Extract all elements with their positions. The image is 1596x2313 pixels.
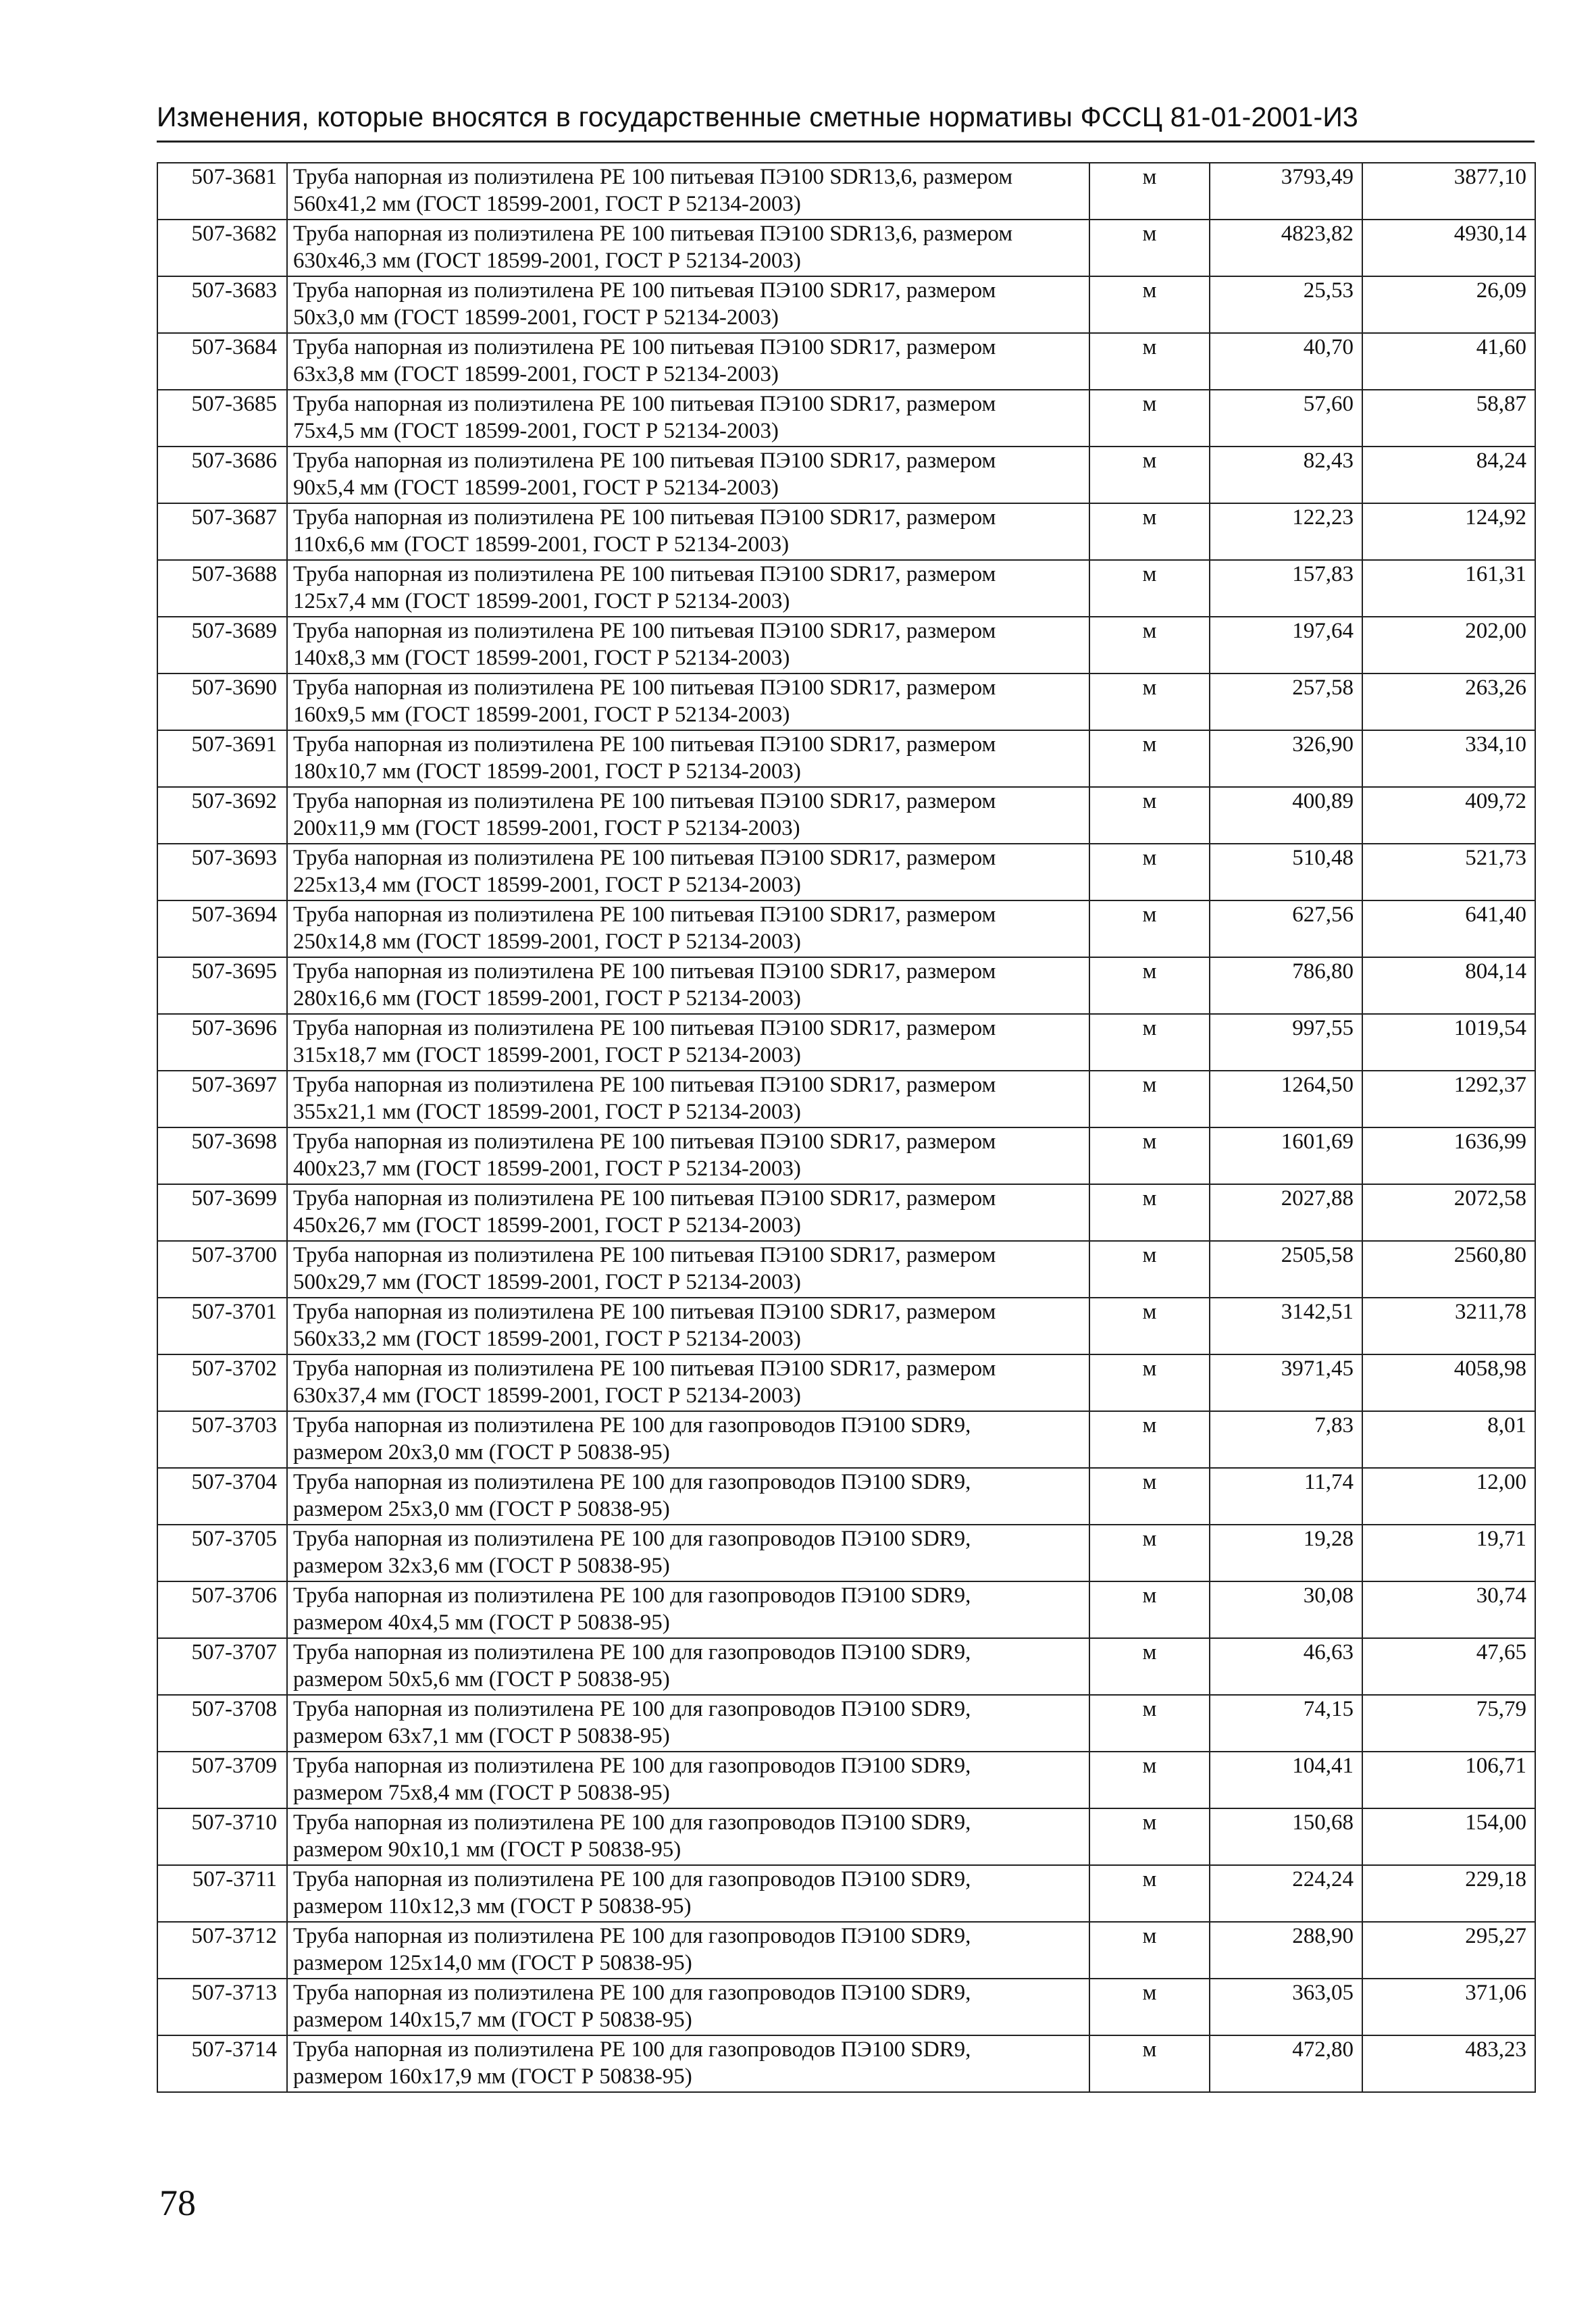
row-description bbox=[287, 1071, 1089, 1127]
row-price-1: 82,43 bbox=[1210, 447, 1362, 503]
row-price-2: 1636,99 bbox=[1362, 1127, 1535, 1184]
description-line-1: Труба напорная из полиэтилена PE 100 для газопроводов ПЭ100 SDR9, bbox=[293, 2037, 971, 2062]
row-description bbox=[287, 1411, 1089, 1468]
row-unit: м bbox=[1089, 560, 1210, 617]
row-code: 507-3686 bbox=[157, 447, 287, 503]
row-description bbox=[287, 730, 1089, 787]
table-row bbox=[157, 1525, 1535, 1581]
row-price-1: 11,74 bbox=[1210, 1468, 1362, 1525]
row-price-2: 12,00 bbox=[1362, 1468, 1535, 1525]
row-description bbox=[287, 787, 1089, 844]
table-row bbox=[157, 1184, 1535, 1241]
table-row bbox=[157, 957, 1535, 1014]
row-unit: м bbox=[1089, 1752, 1210, 1808]
row-description bbox=[287, 447, 1089, 503]
row-price-1: 4823,82 bbox=[1210, 220, 1362, 276]
row-price-2: 58,87 bbox=[1362, 390, 1535, 447]
table-row bbox=[157, 787, 1535, 844]
row-code: 507-3698 bbox=[157, 1127, 287, 1184]
table-row bbox=[157, 1638, 1535, 1695]
row-code: 507-3702 bbox=[157, 1354, 287, 1411]
row-price-2: 4058,98 bbox=[1362, 1354, 1535, 1411]
table-row bbox=[157, 2035, 1535, 2092]
row-unit: м bbox=[1089, 1581, 1210, 1638]
row-price-1: 1264,50 bbox=[1210, 1071, 1362, 1127]
description-line-2: 355x21,1 мм (ГОСТ 18599-2001, ГОСТ Р 52134-2003) bbox=[293, 1100, 801, 1124]
description-line-1: Труба напорная из полиэтилена PE 100 питьевая ПЭ100 SDR17, размером bbox=[293, 1016, 996, 1040]
table-row bbox=[157, 276, 1535, 333]
row-unit: м bbox=[1089, 276, 1210, 333]
row-description bbox=[287, 617, 1089, 673]
row-unit: м bbox=[1089, 1468, 1210, 1525]
row-price-1: 627,56 bbox=[1210, 900, 1362, 957]
description-line-1: Труба напорная из полиэтилена PE 100 питьевая ПЭ100 SDR17, размером bbox=[293, 1129, 996, 1154]
description-line-1: Труба напорная из полиэтилена PE 100 для газопроводов ПЭ100 SDR9, bbox=[293, 1640, 971, 1664]
row-price-1: 46,63 bbox=[1210, 1638, 1362, 1695]
description-line-1: Труба напорная из полиэтилена PE 100 питьевая ПЭ100 SDR17, размером bbox=[293, 732, 996, 757]
row-price-2: 106,71 bbox=[1362, 1752, 1535, 1808]
table-row bbox=[157, 1298, 1535, 1354]
description-line-2: размером 32x3,6 мм (ГОСТ Р 50838-95) bbox=[293, 1554, 670, 1578]
row-price-2: 295,27 bbox=[1362, 1922, 1535, 1979]
row-code: 507-3681 bbox=[157, 163, 287, 220]
description-line-2: 110x6,6 мм (ГОСТ 18599-2001, ГОСТ Р 52134-2003) bbox=[293, 532, 790, 557]
price-table bbox=[157, 162, 1536, 2093]
row-price-2: 263,26 bbox=[1362, 673, 1535, 730]
row-price-1: 74,15 bbox=[1210, 1695, 1362, 1752]
row-price-2: 483,23 bbox=[1362, 2035, 1535, 2092]
row-unit: м bbox=[1089, 1071, 1210, 1127]
row-unit: м bbox=[1089, 220, 1210, 276]
row-price-2: 804,14 bbox=[1362, 957, 1535, 1014]
row-unit: м bbox=[1089, 844, 1210, 900]
row-unit: м bbox=[1089, 503, 1210, 560]
row-description bbox=[287, 1525, 1089, 1581]
row-price-1: 150,68 bbox=[1210, 1808, 1362, 1865]
row-price-2: 30,74 bbox=[1362, 1581, 1535, 1638]
table-row bbox=[157, 1808, 1535, 1865]
row-description bbox=[287, 560, 1089, 617]
description-line-2: 160x9,5 мм (ГОСТ 18599-2001, ГОСТ Р 52134-2003) bbox=[293, 703, 790, 727]
description-line-1: Труба напорная из полиэтилена PE 100 питьевая ПЭ100 SDR17, размером bbox=[293, 903, 996, 927]
description-line-2: 560x33,2 мм (ГОСТ 18599-2001, ГОСТ Р 52134-2003) bbox=[293, 1327, 801, 1351]
row-code: 507-3692 bbox=[157, 787, 287, 844]
row-unit: м bbox=[1089, 447, 1210, 503]
table-row bbox=[157, 163, 1535, 220]
row-code: 507-3689 bbox=[157, 617, 287, 673]
description-line-2: 315x18,7 мм (ГОСТ 18599-2001, ГОСТ Р 52134-2003) bbox=[293, 1043, 801, 1067]
description-line-1: Труба напорная из полиэтилена PE 100 питьевая ПЭ100 SDR17, размером bbox=[293, 1356, 996, 1381]
description-line-1: Труба напорная из полиэтилена PE 100 для газопроводов ПЭ100 SDR9, bbox=[293, 1697, 971, 1721]
description-line-1: Труба напорная из полиэтилена PE 100 питьевая ПЭ100 SDR17, размером bbox=[293, 1300, 996, 1324]
row-price-2: 47,65 bbox=[1362, 1638, 1535, 1695]
description-line-2: размером 40x4,5 мм (ГОСТ Р 50838-95) bbox=[293, 1610, 670, 1635]
table-row bbox=[157, 1865, 1535, 1922]
row-price-2: 41,60 bbox=[1362, 333, 1535, 390]
description-line-2: размером 140x15,7 мм (ГОСТ Р 50838-95) bbox=[293, 2008, 692, 2032]
description-line-1: Труба напорная из полиэтилена PE 100 для газопроводов ПЭ100 SDR9, bbox=[293, 1810, 971, 1835]
row-price-1: 25,53 bbox=[1210, 276, 1362, 333]
row-unit: м bbox=[1089, 1184, 1210, 1241]
row-price-1: 104,41 bbox=[1210, 1752, 1362, 1808]
row-unit: м bbox=[1089, 1922, 1210, 1979]
description-line-1: Труба напорная из полиэтилена PE 100 питьевая ПЭ100 SDR17, размером bbox=[293, 789, 996, 813]
row-description bbox=[287, 2035, 1089, 2092]
description-line-1: Труба напорная из полиэтилена PE 100 для газопроводов ПЭ100 SDR9, bbox=[293, 1867, 971, 1891]
row-unit: м bbox=[1089, 673, 1210, 730]
description-line-2: 50x3,0 мм (ГОСТ 18599-2001, ГОСТ Р 52134-2003) bbox=[293, 305, 779, 330]
table-row bbox=[157, 673, 1535, 730]
table-row bbox=[157, 220, 1535, 276]
description-line-2: 75x4,5 мм (ГОСТ 18599-2001, ГОСТ Р 52134-2003) bbox=[293, 419, 779, 443]
row-code: 507-3693 bbox=[157, 844, 287, 900]
row-price-1: 786,80 bbox=[1210, 957, 1362, 1014]
row-code: 507-3685 bbox=[157, 390, 287, 447]
table-row bbox=[157, 1071, 1535, 1127]
row-price-1: 157,83 bbox=[1210, 560, 1362, 617]
row-price-2: 641,40 bbox=[1362, 900, 1535, 957]
row-code: 507-3706 bbox=[157, 1581, 287, 1638]
description-line-2: размером 160x17,9 мм (ГОСТ Р 50838-95) bbox=[293, 2064, 692, 2089]
row-price-2: 202,00 bbox=[1362, 617, 1535, 673]
description-line-1: Труба напорная из полиэтилена PE 100 питьевая ПЭ100 SDR17, размером bbox=[293, 562, 996, 586]
table-row bbox=[157, 1127, 1535, 1184]
description-line-1: Труба напорная из полиэтилена PE 100 питьевая ПЭ100 SDR17, размером bbox=[293, 392, 996, 416]
row-unit: м bbox=[1089, 1638, 1210, 1695]
row-price-2: 2072,58 bbox=[1362, 1184, 1535, 1241]
table-row bbox=[157, 390, 1535, 447]
row-unit: м bbox=[1089, 1979, 1210, 2035]
table-row bbox=[157, 1581, 1535, 1638]
row-code: 507-3701 bbox=[157, 1298, 287, 1354]
row-code: 507-3683 bbox=[157, 276, 287, 333]
row-price-2: 2560,80 bbox=[1362, 1241, 1535, 1298]
description-line-2: 250x14,8 мм (ГОСТ 18599-2001, ГОСТ Р 52134-2003) bbox=[293, 930, 801, 954]
row-price-1: 257,58 bbox=[1210, 673, 1362, 730]
row-price-1: 122,23 bbox=[1210, 503, 1362, 560]
row-description bbox=[287, 1695, 1089, 1752]
description-line-2: размером 125x14,0 мм (ГОСТ Р 50838-95) bbox=[293, 1951, 692, 1975]
table-row bbox=[157, 1014, 1535, 1071]
row-unit: м bbox=[1089, 1695, 1210, 1752]
row-code: 507-3690 bbox=[157, 673, 287, 730]
description-line-2: 125x7,4 мм (ГОСТ 18599-2001, ГОСТ Р 52134-2003) bbox=[293, 589, 790, 613]
row-description bbox=[287, 1581, 1089, 1638]
description-line-1: Труба напорная из полиэтилена PE 100 для газопроводов ПЭ100 SDR9, bbox=[293, 1470, 971, 1494]
row-price-2: 229,18 bbox=[1362, 1865, 1535, 1922]
table-row bbox=[157, 560, 1535, 617]
table-row bbox=[157, 1922, 1535, 1979]
row-price-2: 409,72 bbox=[1362, 787, 1535, 844]
row-description bbox=[287, 1127, 1089, 1184]
row-code: 507-3688 bbox=[157, 560, 287, 617]
row-price-1: 997,55 bbox=[1210, 1014, 1362, 1071]
row-code: 507-3691 bbox=[157, 730, 287, 787]
description-line-1: Труба напорная из полиэтилена PE 100 питьевая ПЭ100 SDR17, размером bbox=[293, 449, 996, 473]
description-line-2: 180x10,7 мм (ГОСТ 18599-2001, ГОСТ Р 52134-2003) bbox=[293, 759, 801, 784]
row-unit: м bbox=[1089, 1808, 1210, 1865]
row-description bbox=[287, 673, 1089, 730]
row-description bbox=[287, 1241, 1089, 1298]
table-row bbox=[157, 1752, 1535, 1808]
row-description bbox=[287, 276, 1089, 333]
description-line-1: Труба напорная из полиэтилена PE 100 питьевая ПЭ100 SDR17, размером bbox=[293, 846, 996, 870]
row-description bbox=[287, 1298, 1089, 1354]
row-code: 507-3699 bbox=[157, 1184, 287, 1241]
row-price-1: 510,48 bbox=[1210, 844, 1362, 900]
description-line-1: Труба напорная из полиэтилена PE 100 питьевая ПЭ100 SDR17, размером bbox=[293, 619, 996, 643]
row-price-1: 197,64 bbox=[1210, 617, 1362, 673]
row-code: 507-3711 bbox=[157, 1865, 287, 1922]
row-price-2: 124,92 bbox=[1362, 503, 1535, 560]
row-unit: м bbox=[1089, 1865, 1210, 1922]
row-price-2: 26,09 bbox=[1362, 276, 1535, 333]
row-unit: м bbox=[1089, 1014, 1210, 1071]
description-line-2: размером 20x3,0 мм (ГОСТ Р 50838-95) bbox=[293, 1440, 670, 1465]
row-price-1: 57,60 bbox=[1210, 390, 1362, 447]
description-line-2: 630x37,4 мм (ГОСТ 18599-2001, ГОСТ Р 52134-2003) bbox=[293, 1383, 801, 1408]
row-price-1: 7,83 bbox=[1210, 1411, 1362, 1468]
row-price-2: 84,24 bbox=[1362, 447, 1535, 503]
row-unit: м bbox=[1089, 1241, 1210, 1298]
table-row bbox=[157, 1695, 1535, 1752]
table-row bbox=[157, 1354, 1535, 1411]
description-line-2: 280x16,6 мм (ГОСТ 18599-2001, ГОСТ Р 52134-2003) bbox=[293, 986, 801, 1011]
row-description bbox=[287, 844, 1089, 900]
description-line-2: размером 75x8,4 мм (ГОСТ Р 50838-95) bbox=[293, 1781, 670, 1805]
table-row bbox=[157, 1468, 1535, 1525]
row-unit: м bbox=[1089, 730, 1210, 787]
description-line-1: Труба напорная из полиэтилена PE 100 питьевая ПЭ100 SDR17, размером bbox=[293, 505, 996, 530]
description-line-2: 63x3,8 мм (ГОСТ 18599-2001, ГОСТ Р 52134-2003) bbox=[293, 362, 779, 386]
table-body bbox=[157, 163, 1535, 2092]
row-price-1: 3142,51 bbox=[1210, 1298, 1362, 1354]
row-code: 507-3708 bbox=[157, 1695, 287, 1752]
row-price-1: 19,28 bbox=[1210, 1525, 1362, 1581]
description-line-1: Труба напорная из полиэтилена PE 100 питьевая ПЭ100 SDR17, размером bbox=[293, 676, 996, 700]
description-line-2: размером 25x3,0 мм (ГОСТ Р 50838-95) bbox=[293, 1497, 670, 1521]
description-line-2: размером 90x10,1 мм (ГОСТ Р 50838-95) bbox=[293, 1837, 681, 1862]
row-description bbox=[287, 1638, 1089, 1695]
row-price-2: 1292,37 bbox=[1362, 1071, 1535, 1127]
row-price-1: 363,05 bbox=[1210, 1979, 1362, 2035]
description-line-2: 90x5,4 мм (ГОСТ 18599-2001, ГОСТ Р 52134-2003) bbox=[293, 476, 779, 500]
row-code: 507-3713 bbox=[157, 1979, 287, 2035]
row-description bbox=[287, 1865, 1089, 1922]
header-divider bbox=[157, 141, 1535, 143]
description-line-2: 200x11,9 мм (ГОСТ 18599-2001, ГОСТ Р 52134-2003) bbox=[293, 816, 800, 840]
row-price-1: 2505,58 bbox=[1210, 1241, 1362, 1298]
row-price-1: 326,90 bbox=[1210, 730, 1362, 787]
row-price-2: 161,31 bbox=[1362, 560, 1535, 617]
description-line-2: размером 50x5,6 мм (ГОСТ Р 50838-95) bbox=[293, 1667, 670, 1692]
row-description bbox=[287, 1014, 1089, 1071]
row-price-1: 400,89 bbox=[1210, 787, 1362, 844]
row-description bbox=[287, 503, 1089, 560]
description-line-2: 450x26,7 мм (ГОСТ 18599-2001, ГОСТ Р 52134-2003) bbox=[293, 1213, 801, 1238]
row-description bbox=[287, 163, 1089, 220]
row-price-2: 19,71 bbox=[1362, 1525, 1535, 1581]
row-code: 507-3704 bbox=[157, 1468, 287, 1525]
description-line-2: 560x41,2 мм (ГОСТ 18599-2001, ГОСТ Р 52134-2003) bbox=[293, 192, 801, 216]
description-line-1: Труба напорная из полиэтилена PE 100 для газопроводов ПЭ100 SDR9, bbox=[293, 1413, 971, 1438]
row-unit: м bbox=[1089, 1411, 1210, 1468]
description-line-1: Труба напорная из полиэтилена PE 100 питьевая ПЭ100 SDR17, размером bbox=[293, 278, 996, 303]
row-price-1: 40,70 bbox=[1210, 333, 1362, 390]
row-description bbox=[287, 333, 1089, 390]
description-line-1: Труба напорная из полиэтилена PE 100 питьевая ПЭ100 SDR17, размером bbox=[293, 959, 996, 984]
table-row bbox=[157, 1241, 1535, 1298]
row-code: 507-3703 bbox=[157, 1411, 287, 1468]
row-unit: м bbox=[1089, 1127, 1210, 1184]
description-line-1: Труба напорная из полиэтилена PE 100 питьевая ПЭ100 SDR13,6, размером bbox=[293, 165, 1013, 189]
row-price-2: 521,73 bbox=[1362, 844, 1535, 900]
description-line-1: Труба напорная из полиэтилена PE 100 питьевая ПЭ100 SDR17, размером bbox=[293, 335, 996, 359]
row-code: 507-3682 bbox=[157, 220, 287, 276]
row-description bbox=[287, 1922, 1089, 1979]
description-line-2: 630x46,3 мм (ГОСТ 18599-2001, ГОСТ Р 52134-2003) bbox=[293, 249, 801, 273]
description-line-1: Труба напорная из полиэтилена PE 100 для газопроводов ПЭ100 SDR9, bbox=[293, 1981, 971, 2005]
row-code: 507-3694 bbox=[157, 900, 287, 957]
row-description bbox=[287, 1468, 1089, 1525]
row-code: 507-3712 bbox=[157, 1922, 287, 1979]
row-price-1: 1601,69 bbox=[1210, 1127, 1362, 1184]
row-code: 507-3714 bbox=[157, 2035, 287, 2092]
row-price-2: 3877,10 bbox=[1362, 163, 1535, 220]
row-description bbox=[287, 390, 1089, 447]
row-code: 507-3697 bbox=[157, 1071, 287, 1127]
row-code: 507-3695 bbox=[157, 957, 287, 1014]
row-unit: м bbox=[1089, 900, 1210, 957]
row-price-1: 472,80 bbox=[1210, 2035, 1362, 2092]
description-line-2: 500x29,7 мм (ГОСТ 18599-2001, ГОСТ Р 52134-2003) bbox=[293, 1270, 801, 1294]
description-line-2: 400x23,7 мм (ГОСТ 18599-2001, ГОСТ Р 52134-2003) bbox=[293, 1156, 801, 1181]
row-description bbox=[287, 1752, 1089, 1808]
row-code: 507-3696 bbox=[157, 1014, 287, 1071]
description-line-1: Труба напорная из полиэтилена PE 100 для газопроводов ПЭ100 SDR9, bbox=[293, 1924, 971, 1948]
description-line-1: Труба напорная из полиэтилена PE 100 для газопроводов ПЭ100 SDR9, bbox=[293, 1527, 971, 1551]
row-description bbox=[287, 220, 1089, 276]
row-code: 507-3700 bbox=[157, 1241, 287, 1298]
table-row bbox=[157, 1411, 1535, 1468]
row-code: 507-3707 bbox=[157, 1638, 287, 1695]
page-header: Изменения, которые вносятся в государственные сметные нормативы ФССЦ 81-01-2001-И3 bbox=[157, 101, 1359, 132]
row-unit: м bbox=[1089, 1525, 1210, 1581]
row-price-2: 154,00 bbox=[1362, 1808, 1535, 1865]
description-line-2: 225x13,4 мм (ГОСТ 18599-2001, ГОСТ Р 52134-2003) bbox=[293, 873, 801, 897]
row-price-2: 334,10 bbox=[1362, 730, 1535, 787]
table-row bbox=[157, 503, 1535, 560]
table-row bbox=[157, 447, 1535, 503]
row-code: 507-3684 bbox=[157, 333, 287, 390]
table-row bbox=[157, 1979, 1535, 2035]
row-description bbox=[287, 1979, 1089, 2035]
description-line-1: Труба напорная из полиэтилена PE 100 для газопроводов ПЭ100 SDR9, bbox=[293, 1583, 971, 1608]
description-line-2: 140x8,3 мм (ГОСТ 18599-2001, ГОСТ Р 52134-2003) bbox=[293, 646, 790, 670]
row-description bbox=[287, 1354, 1089, 1411]
row-price-1: 224,24 bbox=[1210, 1865, 1362, 1922]
row-description bbox=[287, 1184, 1089, 1241]
description-line-1: Труба напорная из полиэтилена PE 100 для газопроводов ПЭ100 SDR9, bbox=[293, 1754, 971, 1778]
row-unit: м bbox=[1089, 617, 1210, 673]
row-code: 507-3710 bbox=[157, 1808, 287, 1865]
description-line-1: Труба напорная из полиэтилена PE 100 питьевая ПЭ100 SDR13,6, размером bbox=[293, 222, 1013, 246]
row-price-2: 75,79 bbox=[1362, 1695, 1535, 1752]
row-price-1: 3971,45 bbox=[1210, 1354, 1362, 1411]
table-row bbox=[157, 730, 1535, 787]
table-row bbox=[157, 617, 1535, 673]
row-unit: м bbox=[1089, 1354, 1210, 1411]
row-code: 507-3709 bbox=[157, 1752, 287, 1808]
description-line-1: Труба напорная из полиэтилена PE 100 питьевая ПЭ100 SDR17, размером bbox=[293, 1073, 996, 1097]
row-price-1: 30,08 bbox=[1210, 1581, 1362, 1638]
row-unit: м bbox=[1089, 787, 1210, 844]
row-unit: м bbox=[1089, 1298, 1210, 1354]
description-line-2: размером 110x12,3 мм (ГОСТ Р 50838-95) bbox=[293, 1894, 692, 1918]
row-unit: м bbox=[1089, 957, 1210, 1014]
description-line-1: Труба напорная из полиэтилена PE 100 питьевая ПЭ100 SDR17, размером bbox=[293, 1243, 996, 1267]
table-row bbox=[157, 900, 1535, 957]
row-price-1: 3793,49 bbox=[1210, 163, 1362, 220]
row-code: 507-3705 bbox=[157, 1525, 287, 1581]
row-unit: м bbox=[1089, 333, 1210, 390]
row-price-2: 8,01 bbox=[1362, 1411, 1535, 1468]
row-unit: м bbox=[1089, 163, 1210, 220]
table-row bbox=[157, 333, 1535, 390]
row-description bbox=[287, 1808, 1089, 1865]
row-description bbox=[287, 900, 1089, 957]
page-number: 78 bbox=[159, 2183, 196, 2223]
table-row bbox=[157, 844, 1535, 900]
row-description bbox=[287, 957, 1089, 1014]
row-unit: м bbox=[1089, 2035, 1210, 2092]
row-code: 507-3687 bbox=[157, 503, 287, 560]
row-unit: м bbox=[1089, 390, 1210, 447]
description-line-1: Труба напорная из полиэтилена PE 100 питьевая ПЭ100 SDR17, размером bbox=[293, 1186, 996, 1211]
row-price-2: 4930,14 bbox=[1362, 220, 1535, 276]
row-price-2: 3211,78 bbox=[1362, 1298, 1535, 1354]
row-price-2: 1019,54 bbox=[1362, 1014, 1535, 1071]
row-price-2: 371,06 bbox=[1362, 1979, 1535, 2035]
row-price-1: 288,90 bbox=[1210, 1922, 1362, 1979]
description-line-2: размером 63x7,1 мм (ГОСТ Р 50838-95) bbox=[293, 1724, 670, 1748]
row-price-1: 2027,88 bbox=[1210, 1184, 1362, 1241]
